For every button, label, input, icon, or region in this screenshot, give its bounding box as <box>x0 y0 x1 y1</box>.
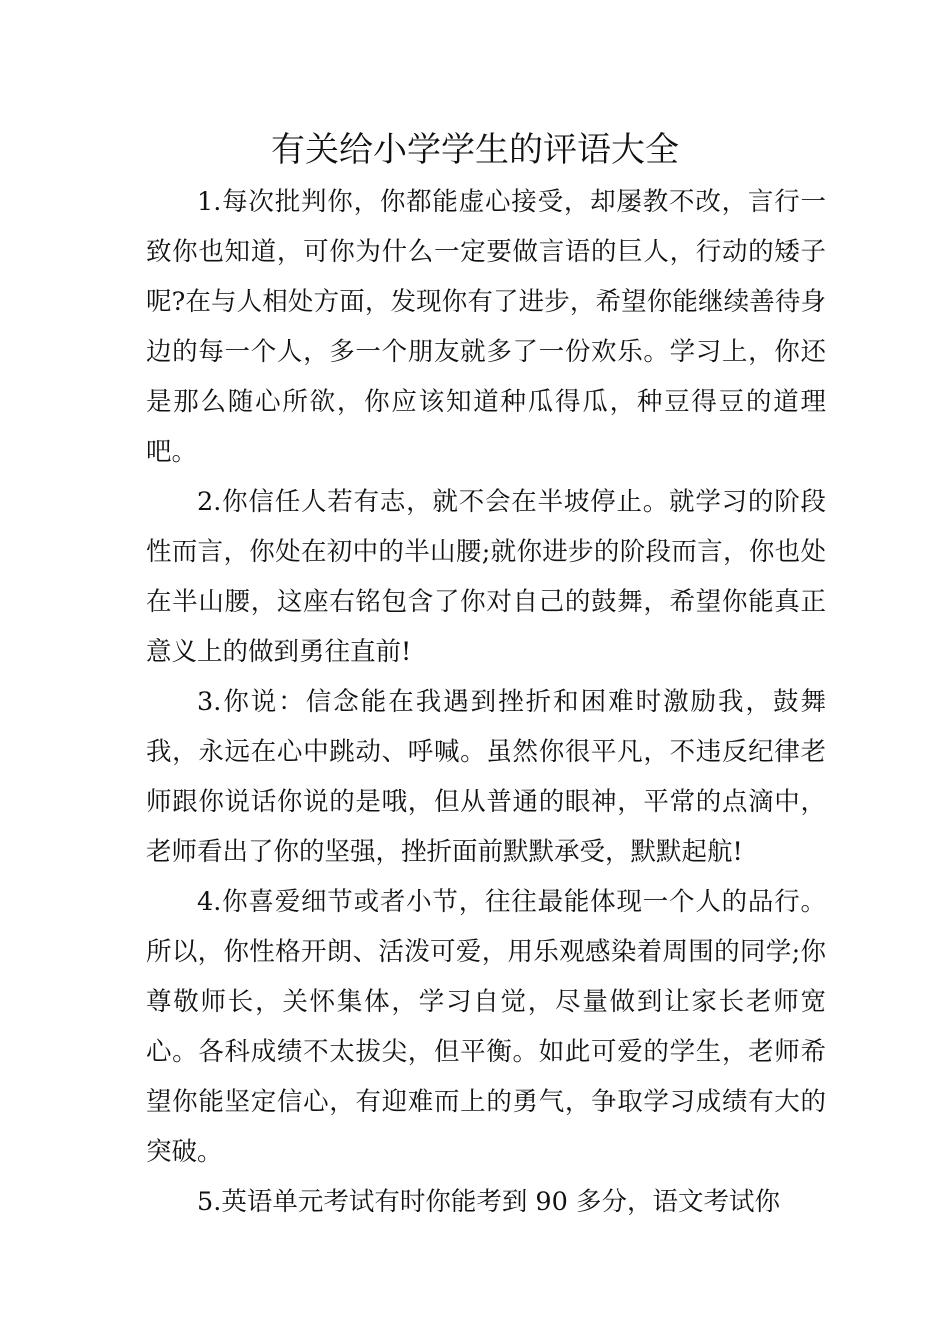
document-body <box>146 177 826 1227</box>
paragraph-2: 2.你信任人若有志，就不会在半坡停止。就学习的阶段性而言，你处在初中的半山腰;就你进步的阶段而言，你也处在半山腰，这座右铭包含了你对自己的鼓舞，希望你能真正意义上的做到勇往直前! <box>146 487 826 667</box>
paragraph-3: 3.你说：信念能在我遇到挫折和困难时激励我，鼓舞我，永远在心中跳动、呼喊。虽然你很平凡，不违反纪律老师跟你说话你说的是哦，但从普通的眼神，平常的点滴中，老师看出了你的坚强，挫折面前默默承受，默默起航! <box>146 687 826 867</box>
document-title: 有关给小学学生的评语大全 <box>271 130 679 170</box>
paragraph-4: 4.你喜爱细节或者小节，往往最能体现一个人的品行。所以，你性格开朗、活泼可爱，用乐观感染着周围的同学;你尊敬师长，关怀集体，学习自觉，尽量做到让家长老师宽心。各科成绩不太拔尖，但平衡。如此可爱的学生，老师希望你能坚定信心，有迎难而上的勇气，争取学习成绩有大的突破。 <box>146 887 826 1167</box>
paragraph-1: 1.每次批判你，你都能虚心接受，却屡教不改，言行一致你也知道，可你为什么一定要做言语的巨人，行动的矮子呢?在与人相处方面，发现你有了进步，希望你能继续善待身边的每一个人，多一个朋友就多了一份欢乐。学习上，你还是那么随心所欲，你应该知道种瓜得瓜，种豆得豆的道理吧。 <box>146 187 826 467</box>
paragraph-5: 5.英语单元考试有时你能考到 90 多分，语文考试你 <box>197 1187 780 1217</box>
